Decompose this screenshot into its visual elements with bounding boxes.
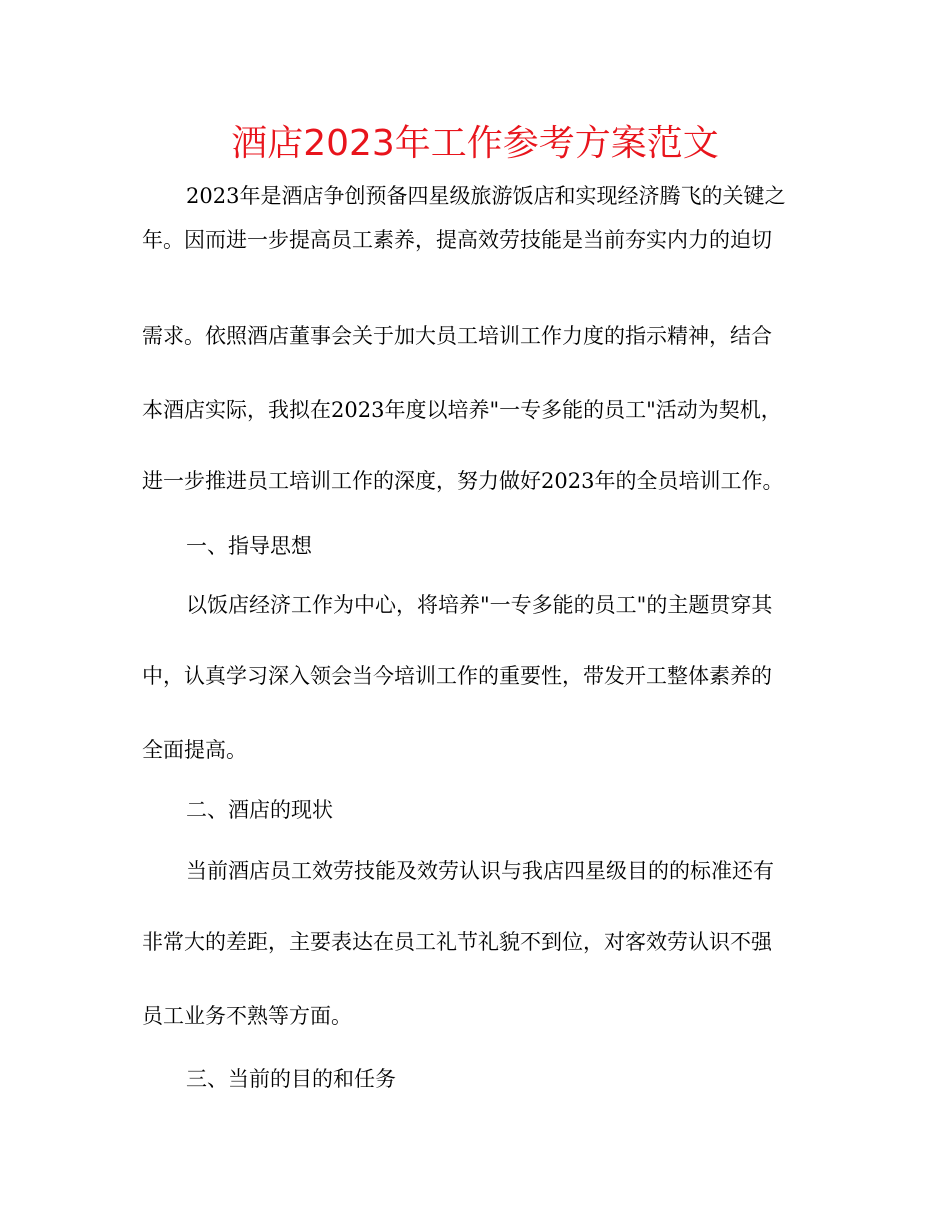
paragraph-line: 员工业务不熟等方面。 [142,1004,352,1028]
paragraph-line: 非常大的差距，主要表达在员工礼节礼貌不到位，对客效劳认识不强 [142,930,772,954]
paragraph-line: 中，认真学习深入领会当今培训工作的重要性，带发开工整体素养的 [142,664,772,688]
paragraph-line: 本酒店实际，我拟在2023年度以培养"一专多能的员工"活动为契机， [142,398,782,422]
section-heading: 三、当前的目的和任务 [186,1067,396,1091]
paragraph-line: 全面提高。 [142,738,247,762]
paragraph-line: 当前酒店员工效劳技能及效劳认识与我店四星级目的的标准还有 [186,859,774,883]
paragraph-line: 需求。依照酒店董事会关于加大员工培训工作力度的指示精神，结合 [142,324,772,348]
paragraph-line: 以饭店经济工作为中心，将培养"一专多能的员工"的主题贯穿其 [186,593,773,617]
paragraph-line: 进一步推进员工培训工作的深度，努力做好2023年的全员培训工作。 [142,469,784,493]
section-heading: 二、酒店的现状 [186,798,333,822]
paragraph-line: 年。因而进一步提高员工素养，提高效劳技能是当前夯实内力的迫切 [142,228,772,252]
paragraph-line: 2023年是酒店争创预备四星级旅游饭店和实现经济腾飞的关键之 [186,184,786,208]
section-heading: 一、指导思想 [186,534,312,558]
document-title: 酒店2023年工作参考方案范文 [231,123,719,164]
